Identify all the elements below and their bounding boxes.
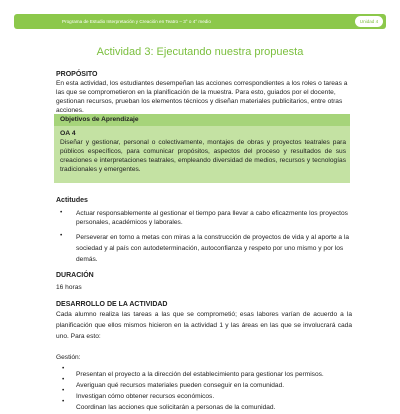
gestion-item: [56, 363, 352, 378]
gestion-item: [56, 385, 352, 400]
gestion-text: Coordinan las acciones que solicitarán a personas de la comunidad.: [76, 404, 276, 411]
gestion-text: Averiguan qué recursos materiales pueden conseguir en la comunidad.: [76, 382, 285, 389]
bullet-icon: •: [62, 398, 65, 405]
bullet-icon: •: [62, 387, 65, 394]
bullet-icon: •: [62, 365, 65, 372]
proposito-heading: PROPÓSITO: [56, 71, 98, 78]
proposito-text: En esta actividad, los estudiantes desempeñan las acciones correspondientes a los roles o tareas a las que se comprometieron en la planificación de la muestra. Para esto, guiados por el docente, gestionan recursos, prueban los elementos técnicos y diseñan materiales publicitarios, entre otras acciones.: [56, 80, 348, 114]
oa-label: OA 4: [60, 130, 76, 137]
bullet-icon: •: [60, 209, 63, 216]
header-bar: [14, 14, 386, 29]
duracion-heading: DURACIÓN: [56, 272, 94, 279]
gestion-text: Investigan cómo obtener recursos económicos.: [76, 393, 215, 400]
gestion-item: [56, 396, 352, 411]
desarrollo-text: Cada alumno realiza las tareas a las que se comprometió; esas labores varían de acuerdo a la planificación que ellos mismos hicieron en la actividad 1 y las áreas en las que se involucrará cada uno. Para esto:: [56, 311, 352, 340]
duracion-value: 16 horas: [56, 284, 82, 291]
page-title: Actividad 3: Ejecutando nuestra propuesta: [96, 46, 304, 58]
program-title: Programa de Estudio Interpretación y Creación en Teatro – 3° o 4° medio: [62, 19, 211, 24]
objetivos-box: [54, 114, 350, 183]
unit-badge: Unidad 4: [355, 16, 383, 27]
oa-text: Diseñar y gestionar, personal o colectivamente, montajes de obras y proyectos teatrales para públicos específicos, para comunicar propósitos, aspectos del proceso y resultados de sus creaciones e interpretaciones teatrales, empleando diversidad de medios, recursos y tecnologías tradicionales y emergentes.: [60, 139, 346, 173]
actitudes-heading: Actitudes: [56, 197, 88, 204]
actitud-item: [56, 209, 352, 227]
actitudes-section: [56, 196, 352, 265]
actitud-text: Actuar responsablemente al gestionar el tiempo para llevar a cabo eficazmente los proyectos personales, académicos y laborales.: [76, 210, 348, 226]
bullet-icon: •: [60, 232, 63, 239]
gestion-text: Presentan el proyecto a la dirección del establecimiento para gestionar los permisos.: [76, 371, 324, 378]
gestion-label: Gestión:: [56, 354, 81, 361]
actitud-item: [56, 232, 352, 265]
bullet-icon: •: [62, 376, 65, 383]
actitud-text: Perseverar en torno a metas con miras a la construcción de proyectos de vida y al aporte a la sociedad y al país con autodeterminación, autoconfianza y respeto por uno mismo y por los demás.: [76, 234, 350, 263]
objetivos-heading: Objetivos de Aprendizaje: [54, 114, 350, 126]
proposito-section: [56, 70, 352, 115]
gestion-item: [56, 374, 352, 389]
duracion-section: [56, 271, 352, 292]
desarrollo-heading: DESARROLLO DE LA ACTIVIDAD: [56, 301, 168, 308]
desarrollo-section: [56, 300, 352, 411]
